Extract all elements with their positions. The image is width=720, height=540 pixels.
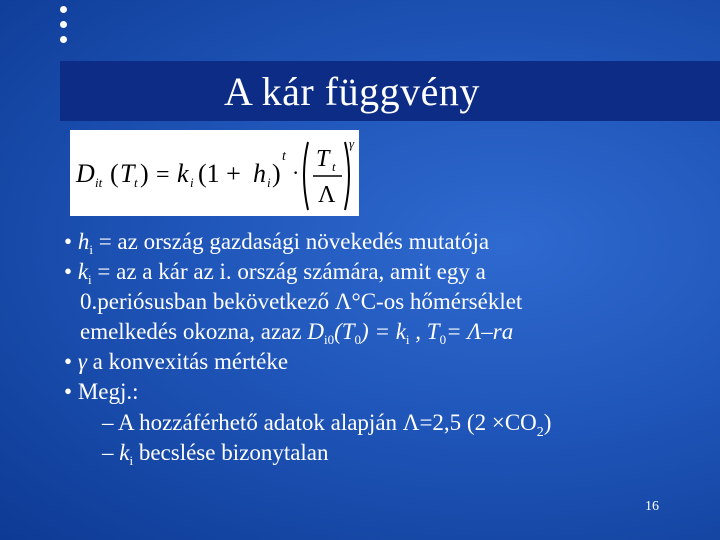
decorative-dots xyxy=(60,6,67,51)
formula-den: Λ xyxy=(318,182,336,208)
slide-title: A kár függvény xyxy=(224,69,480,114)
formula-exp-t: t xyxy=(282,149,286,164)
formula-h: h xyxy=(253,159,266,188)
formula-k: k xyxy=(177,159,189,188)
formula-k-sub: i xyxy=(190,175,194,190)
formula-lparen: ( xyxy=(110,159,119,188)
bullet-gamma: • γ a konvexitás mértéke xyxy=(64,349,289,374)
formula-D: D xyxy=(76,159,95,188)
formula-D-sub: it xyxy=(95,175,103,190)
bullet-k-line2: 0.periósusban bekövetkező Λ°C-os hőmérséklet xyxy=(80,289,523,314)
bullet-k-line3: emelkedés okozna, azaz $D_{i0}(T_0) = k_i$ , $T_0= \Lambda-ra$ xyxy=(80,319,514,347)
formula-rparen: ) xyxy=(140,159,149,188)
formula-h-sub: i xyxy=(267,175,271,190)
formula-T-sub: t xyxy=(134,175,138,190)
formula-equals: = xyxy=(156,162,170,188)
formula-one-plus: (1 + xyxy=(198,159,241,188)
page-number: 16 xyxy=(645,499,659,514)
formula-num-sub: t xyxy=(332,159,336,174)
formula-T: T xyxy=(120,159,135,188)
bullet-megj: • Megj.: xyxy=(64,379,139,404)
bullet-k: • $k_i$ = az a kár az i. ország számára, amit egy a xyxy=(64,259,486,287)
formula-big-lparen xyxy=(304,142,308,210)
sub-bullet-data: – A hozzáférhető adatok alapján Λ=2,5 $(2 \times CO_2)$ xyxy=(102,410,552,440)
formula-gamma: γ xyxy=(349,136,355,151)
formula-close: ) xyxy=(272,159,281,188)
bullet-h: • $h_i$ = az ország gazdasági növekedés mutatója xyxy=(64,229,490,257)
damage-function-formula xyxy=(70,130,359,216)
sub-bullet-estimate: – $k_i$ becslése bizonytalan xyxy=(102,440,329,468)
formula-dot: · xyxy=(292,160,300,185)
formula-big-rparen xyxy=(345,142,349,210)
formula-num-T: T xyxy=(316,146,330,172)
formula-svg xyxy=(70,130,359,216)
